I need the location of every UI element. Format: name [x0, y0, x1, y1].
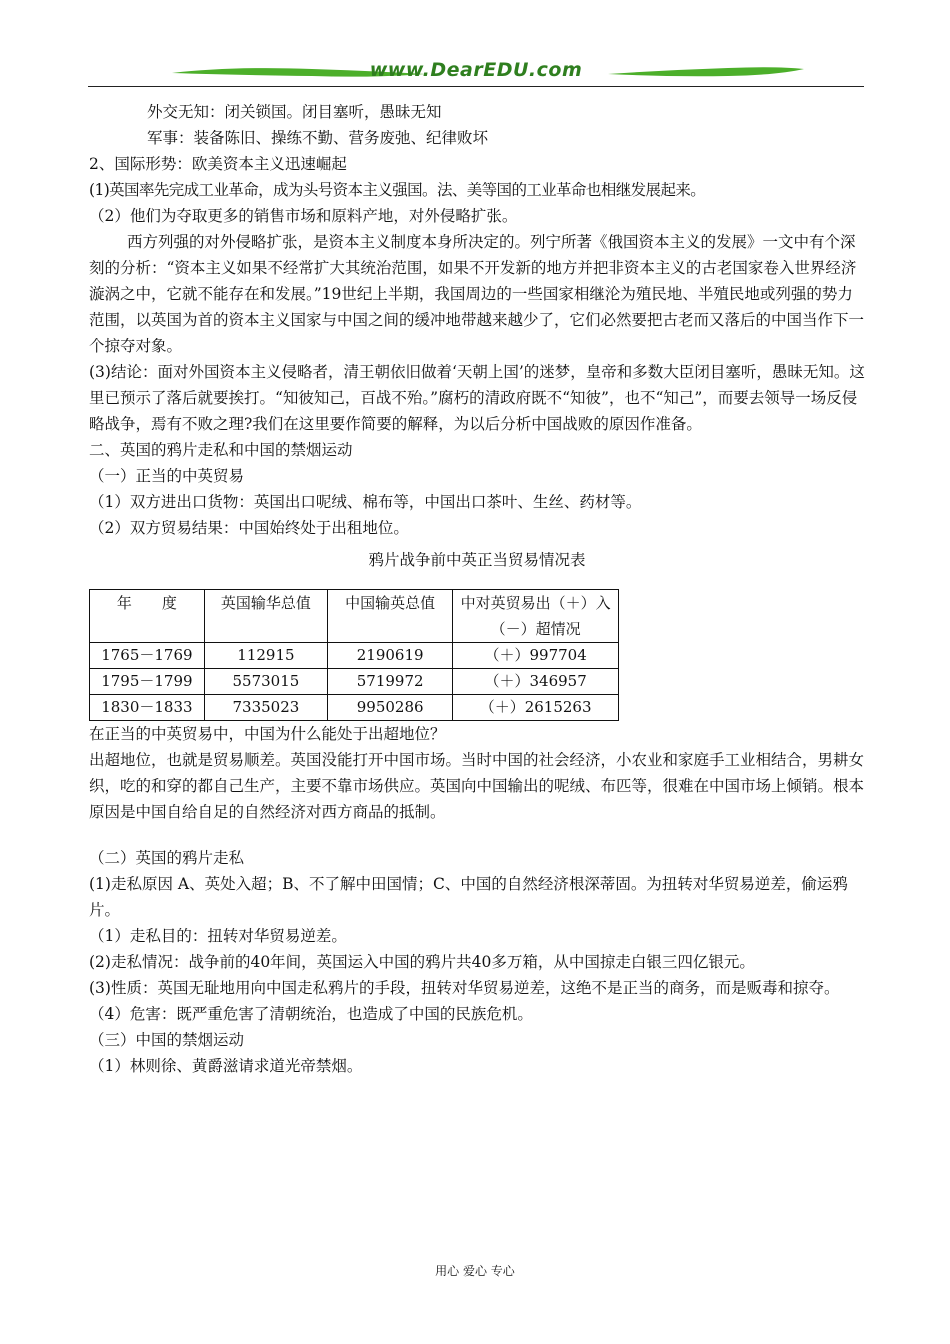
paragraph: 外交无知：闭关锁国。闭目塞听，愚昧无知 [147, 103, 442, 121]
header-rule [88, 86, 864, 87]
table-cell: 5573015 [204, 669, 327, 695]
paragraph: (2)走私情况：战争前的40年间，英国运入中国的鸦片共40多万箱，从中国掠走白银三四亿银元。 [89, 953, 755, 971]
page-header [88, 58, 864, 92]
paragraph: (3)结论：面对外国资本主义侵略者，清王朝依旧做着‘天朝上国’的迷梦，皇帝和多数大臣闭目塞听，愚昧无知。这里已预示了落后就要挨打。“知彼知己，百战不殆。”腐朽的清政府既不“知彼”，也不“知己”，而要去领导一场反侵略战争，焉有不败之理?我们在这里要作简要的解释，为以后分析中国战败的原因作准备。 [89, 363, 865, 433]
paragraph: （4）危害：既严重危害了清朝统治，也造成了中国的民族危机。 [89, 1005, 533, 1023]
page-footer: 用心 爱心 专心 [435, 1264, 515, 1278]
paragraph: 出超地位，也就是贸易顺差。英国没能打开中国市场。当时中国的社会经济，小农业和家庭手工业相结合，男耕女织，吃的和穿的都自己生产，主要不靠市场供应。英国向中国输出的呢绒、布匹等，很难在中国市场上倾销。根本原因是中国自给自足的自然经济对西方商品的抵制。 [89, 751, 865, 821]
table-cell: 7335023 [204, 695, 327, 721]
table-cell: 2190619 [328, 643, 453, 669]
table-cell: 1830－1833 [90, 695, 205, 721]
column-header: 中国输英总值 [328, 590, 453, 643]
table-row [90, 643, 619, 669]
table-header-row [90, 590, 619, 643]
paragraph: （1）走私目的：扭转对华贸易逆差。 [89, 927, 347, 945]
table-cell: 1765－1769 [90, 643, 205, 669]
table-cell: 1795－1799 [90, 669, 205, 695]
subsection-heading: （三）中国的禁烟运动 [89, 1031, 245, 1049]
paragraph: 西方列强的对外侵略扩张，是资本主义制度本身所决定的。列宁所著《俄国资本主义的发展》一文中有个深刻的分析：“资本主义如果不经常扩大其统治范围，如果不开发新的地方并把非资本主义的古老国家卷入世界经济漩涡之中，它就不能存在和发展。”19世纪上半期，我国周边的一些国家相继沦为殖民地、半殖民地或列强的势力范围，以英国为首的资本主义国家与中国之间的缓冲地带越来越少了，它们必然要把古老而又落后的中国当作下一个掠夺对象。 [89, 233, 865, 355]
table-row [90, 695, 619, 721]
table-cell: （＋）997704 [453, 643, 619, 669]
paragraph: （1）双方进出口货物：英国出口呢绒、棉布等，中国出口茶叶、生丝、药材等。 [89, 493, 642, 511]
paragraph: (3)性质：英国无耻地用向中国走私鸦片的手段，扭转对华贸易逆差，这绝不是正当的商务，而是贩毒和掠夺。 [89, 979, 840, 997]
paragraph: (1)英国率先完成工业革命，成为头号资本主义强国。法、美等国的工业革命也相继发展起来。 [89, 181, 706, 199]
table-cell: 5719972 [328, 669, 453, 695]
table-title: 鸦片战争前中英正当贸易情况表 [368, 551, 586, 569]
table-cell: （＋）346957 [453, 669, 619, 695]
table-cell: 112915 [204, 643, 327, 669]
subsection-heading: （二）英国的鸦片走私 [89, 849, 245, 867]
table-cell: 9950286 [328, 695, 453, 721]
paragraph: （1）林则徐、黄爵滋请求道光帝禁烟。 [89, 1057, 363, 1075]
section-heading: 二、英国的鸦片走私和中国的禁烟运动 [89, 441, 353, 459]
paragraph: （2）他们为夺取更多的销售市场和原料产地，对外侵略扩张。 [89, 207, 518, 225]
column-header: 英国输华总值 [204, 590, 327, 643]
spacer [89, 825, 865, 845]
trade-table [89, 589, 619, 721]
subsection-heading: （一）正当的中英贸易 [89, 467, 245, 485]
table-row [90, 669, 619, 695]
site-logo: www.DearEDU.com [369, 59, 583, 81]
section-heading: 2、国际形势：欧美资本主义迅速崛起 [89, 155, 347, 173]
document-body [89, 99, 865, 1079]
column-header: 中对英贸易出（＋）入（－）超情况 [453, 590, 619, 643]
table-cell: （＋）2615263 [453, 695, 619, 721]
column-header: 年 度 [90, 590, 205, 643]
paragraph: (1)走私原因 A、英处入超；B、不了解中田国情；C、中国的自然经济根深蒂固。为扭转对华贸易逆差，偷运鸦片。 [89, 875, 848, 919]
paragraph: （2）双方贸易结果：中国始终处于出租地位。 [89, 519, 409, 537]
question-line: 在正当的中英贸易中，中国为什么能处于出超地位？ [89, 725, 446, 743]
paragraph: 军事：装备陈旧、操练不勤、营务废弛、纪律败坏 [147, 129, 489, 147]
